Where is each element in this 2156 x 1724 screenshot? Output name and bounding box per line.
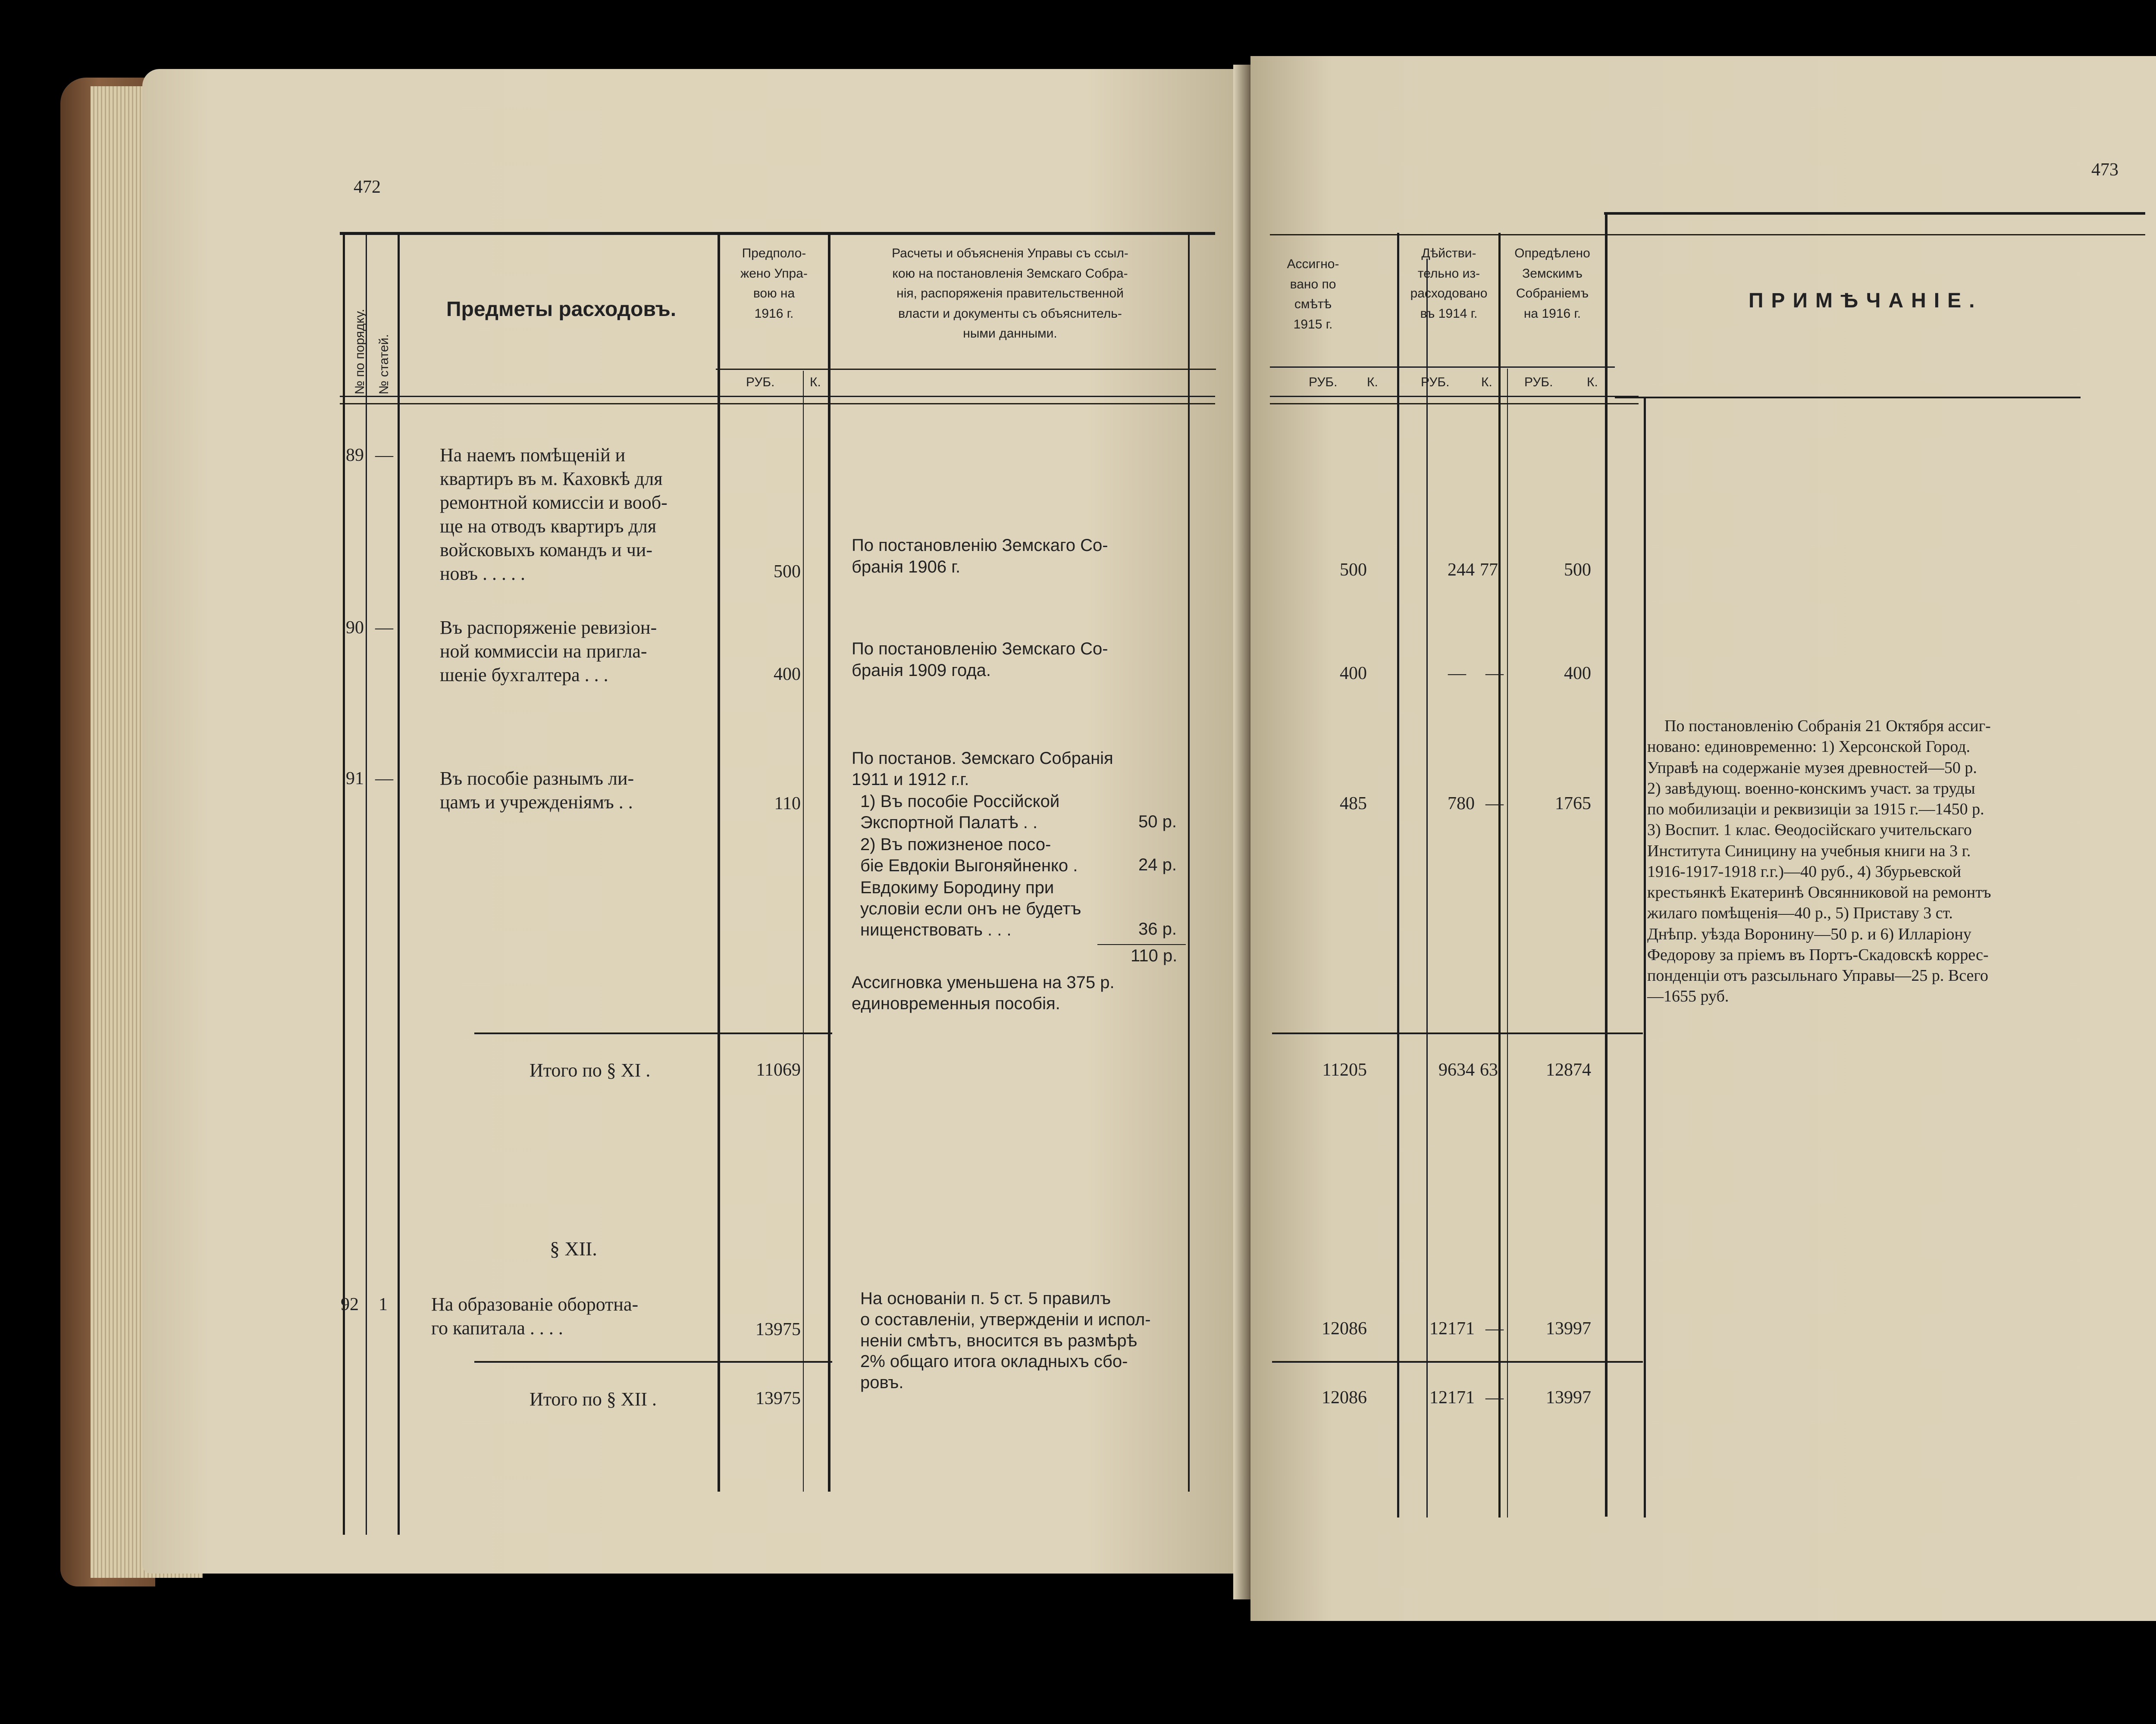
right-table-top-rule [1270, 234, 2145, 235]
right-note-top-rule [1604, 212, 2145, 215]
total-xi-label: Итого по § XI . [530, 1060, 651, 1081]
row-3-approved: 1765 [1555, 794, 1591, 814]
entry-91-item-1: 1) Въ пособіе Россійской Экспортной Палатѣ . . [860, 792, 1060, 832]
entry-91-sum-rule [1097, 944, 1186, 945]
header-rub-right-3: РУБ. [1524, 375, 1553, 389]
page-number-left: 472 [354, 177, 381, 197]
header-rub-right-1: РУБ. [1309, 375, 1338, 389]
entry-91-item-2-sum: 24 р. [1138, 855, 1177, 874]
header-no-article: № статей. [377, 334, 391, 394]
entry-90-text: Въ распоряженіе ревизіон- ной коммиссіи на пригла- шеніе бухгалтера . . . [440, 617, 657, 685]
header-rub-left: РУБ. [746, 375, 775, 389]
header-kop-right-3: К. [1587, 375, 1598, 389]
row-92-approved: 13997 [1546, 1319, 1591, 1339]
right-header-rule [1270, 396, 1639, 397]
header-rub-right-2: РУБ. [1421, 375, 1450, 389]
right-vline-kop [1507, 369, 1508, 1517]
row-total-xii-approved: 13997 [1546, 1388, 1591, 1408]
row-total-xi-approved: 12874 [1546, 1060, 1591, 1080]
right-total-xi-rule [1272, 1033, 1643, 1034]
entry-92-article: 1 [379, 1295, 388, 1314]
row-3-spent: 780 [1448, 794, 1475, 814]
header-kop-right-2: К. [1481, 375, 1492, 389]
entry-89-article: — [375, 445, 393, 465]
row-3-spent-kop: — [1485, 794, 1504, 814]
right-total-xii-rule [1272, 1361, 1643, 1363]
total-xii-label: Итого по § XII . [530, 1389, 657, 1410]
row-total-xii-spent-kop: — [1485, 1388, 1504, 1408]
row-2-spent-kop: — [1485, 663, 1504, 683]
left-vline-1 [343, 233, 345, 1535]
row-92-spent-kop: — [1485, 1319, 1504, 1339]
entry-90-article: — [375, 618, 393, 638]
row-3-assigned: 485 [1340, 794, 1367, 814]
row-2-approved: 400 [1564, 663, 1591, 683]
entry-91-item-3-sum: 36 р. [1138, 920, 1177, 939]
entry-92-amount: 13975 [755, 1320, 801, 1339]
left-vline-2 [366, 233, 367, 1535]
page-number-right: 473 [2091, 160, 2118, 180]
entry-91-item-2: 2) Въ пожизненое посо- біе Евдокіи Выгоняйненко . [860, 835, 1078, 875]
row-total-xi-spent-kop: 63 [1480, 1060, 1498, 1080]
row-total-xii-assigned: 12086 [1322, 1388, 1367, 1408]
entry-91-item-3: Евдокиму Бородину при условіи если онъ не будетъ нищенствовать . . . [860, 878, 1081, 939]
left-table-top-rule [340, 232, 1215, 235]
header-kop-right-1: К. [1367, 375, 1378, 389]
note-paragraph: По постановленію Собранія 21 Октября ассиг- новано: единовременно: 1) Херсонской Город. Управѣ на содержаніе музея древностей—50 р. 2) завѣдующ. военно-конскимъ участ. за труды по мобилизаціи и реквизиціи за 1915 г.—1450 р. 3) Воспит. 1 клас. Ѳеодосійскаго учительскаго Института Синицину на учебныя книги на 3 г. 1916-1917-1918 г.г.)—40 руб., 4) Збурьевской крестьянкѣ Екатеринѣ Овсянниковой на ремонтъ жилаго помѣщенія—40 р., 5) Приставу 3 ст. Днѣпр. уѣзда Воронину—50 р. и 6) Илларіону Федорову за пріемъ въ Портъ-Скадовскѣ коррес- понденціи отъ разсыльнаго Управы—25 р. Всего —1655 руб. [1647, 717, 1991, 1006]
entry-91-note: Ассигновка уменьшена на 375 р. единовременныя пособія. [852, 973, 1115, 1013]
total-xii-amount: 13975 [755, 1389, 801, 1408]
row-2-assigned: 400 [1340, 663, 1367, 683]
entry-90-number: 90 [346, 618, 364, 638]
left-header-rule-2 [340, 403, 1215, 404]
left-total-xi-rule [474, 1033, 832, 1034]
row-1-spent-kop: 77 [1480, 560, 1498, 580]
right-vline-1 [1397, 233, 1399, 1517]
left-vline-kop [803, 371, 804, 1492]
row-total-xi-assigned: 11205 [1322, 1060, 1367, 1080]
header-approved: Опредѣлено Земскимъ Собраніемъ на 1916 г. [1514, 246, 1590, 321]
row-2-spent: — [1448, 663, 1466, 683]
entry-91-text: Въ пособіе разнымъ ли- цамъ и учрежденіямъ . . [440, 768, 634, 813]
row-total-xi-spent: 9634 [1438, 1060, 1475, 1080]
row-1-approved: 500 [1564, 560, 1591, 580]
left-vline-6 [1188, 233, 1190, 1492]
right-header-rule-2 [1270, 403, 1639, 404]
left-total-xii-rule [474, 1361, 832, 1363]
header-no-order: № по порядку. [353, 309, 367, 394]
entry-92-explanation: На основаніи п. 5 ст. 5 правилъ о составленіи, утвержденіи и испол- неніи смѣтъ, вносится въ размѣрѣ 2% общаго итога окладныхъ сбо- ровъ. [860, 1289, 1151, 1392]
entry-91-article: — [375, 769, 393, 788]
left-vline-3 [398, 233, 400, 1535]
header-note: ПРИМѢЧАНІЕ. [1749, 289, 1983, 312]
right-vline-4 [1605, 215, 1608, 1517]
left-vline-5 [828, 233, 830, 1492]
header-kop-left: К. [810, 375, 821, 389]
right-unit-rule [1270, 366, 1615, 368]
header-assigned: Ассигно- вано по смѣтѣ 1915 г. [1287, 257, 1339, 332]
right-note-header-rule [1615, 397, 2081, 398]
entry-89-explanation: По постановленію Земскаго Со- бранія 1906 г. [852, 536, 1108, 576]
row-92-assigned: 12086 [1322, 1319, 1367, 1339]
left-header-rule [340, 396, 1215, 397]
row-total-xii-spent: 12171 [1429, 1388, 1475, 1408]
total-xi-amount: 11069 [756, 1060, 801, 1080]
entry-91-amount: 110 [774, 794, 801, 814]
entry-89-amount: 500 [774, 562, 801, 582]
entry-91-number: 91 [346, 769, 364, 788]
entry-91-expl-total: 110 р. [1131, 946, 1178, 965]
entry-90-explanation: По постановленію Земскаго Со- бранія 1909 года. [852, 639, 1108, 680]
left-unit-rule [716, 369, 1216, 370]
entry-89-number: 89 [346, 445, 364, 465]
header-explanations: Расчеты и объясненія Управы съ ссыл- кою на постановленія Земскаго Собра- нія, распоряженія правительственной власти и документы съ объяснитель- ными данными. [892, 246, 1128, 341]
section-xii-heading: § XII. [550, 1238, 597, 1260]
entry-91-explanation: По постанов. Земскаго Собранія 1911 и 1912 г.г. [852, 749, 1113, 789]
entry-92-text: На образованіе оборотна- го капитала . . . . [431, 1294, 639, 1339]
entry-90-amount: 400 [774, 664, 801, 684]
header-planned: Предполо- жено Упра- вою на 1916 г. [740, 246, 808, 321]
right-vline-5 [1644, 397, 1646, 1517]
entry-92-number: 92 [341, 1295, 359, 1314]
row-1-spent: 244 [1448, 560, 1475, 580]
left-vline-4 [718, 233, 720, 1492]
header-subject: Предметы расходовъ. [446, 298, 677, 321]
entry-91-item-1-sum: 50 р. [1138, 812, 1177, 831]
entry-89-text: На наемъ помѣщеній и квартиръ въ м. Каховкѣ для ремонтной комиссіи и вооб- ще на отводъ квартиръ для войсковыхъ командъ и чи- новъ . . . . . [440, 444, 667, 584]
row-1-assigned: 500 [1340, 560, 1367, 580]
row-92-spent: 12171 [1429, 1319, 1475, 1339]
header-spent: Дѣйстви- тельно из- расходовано въ 1914 г. [1410, 246, 1488, 321]
